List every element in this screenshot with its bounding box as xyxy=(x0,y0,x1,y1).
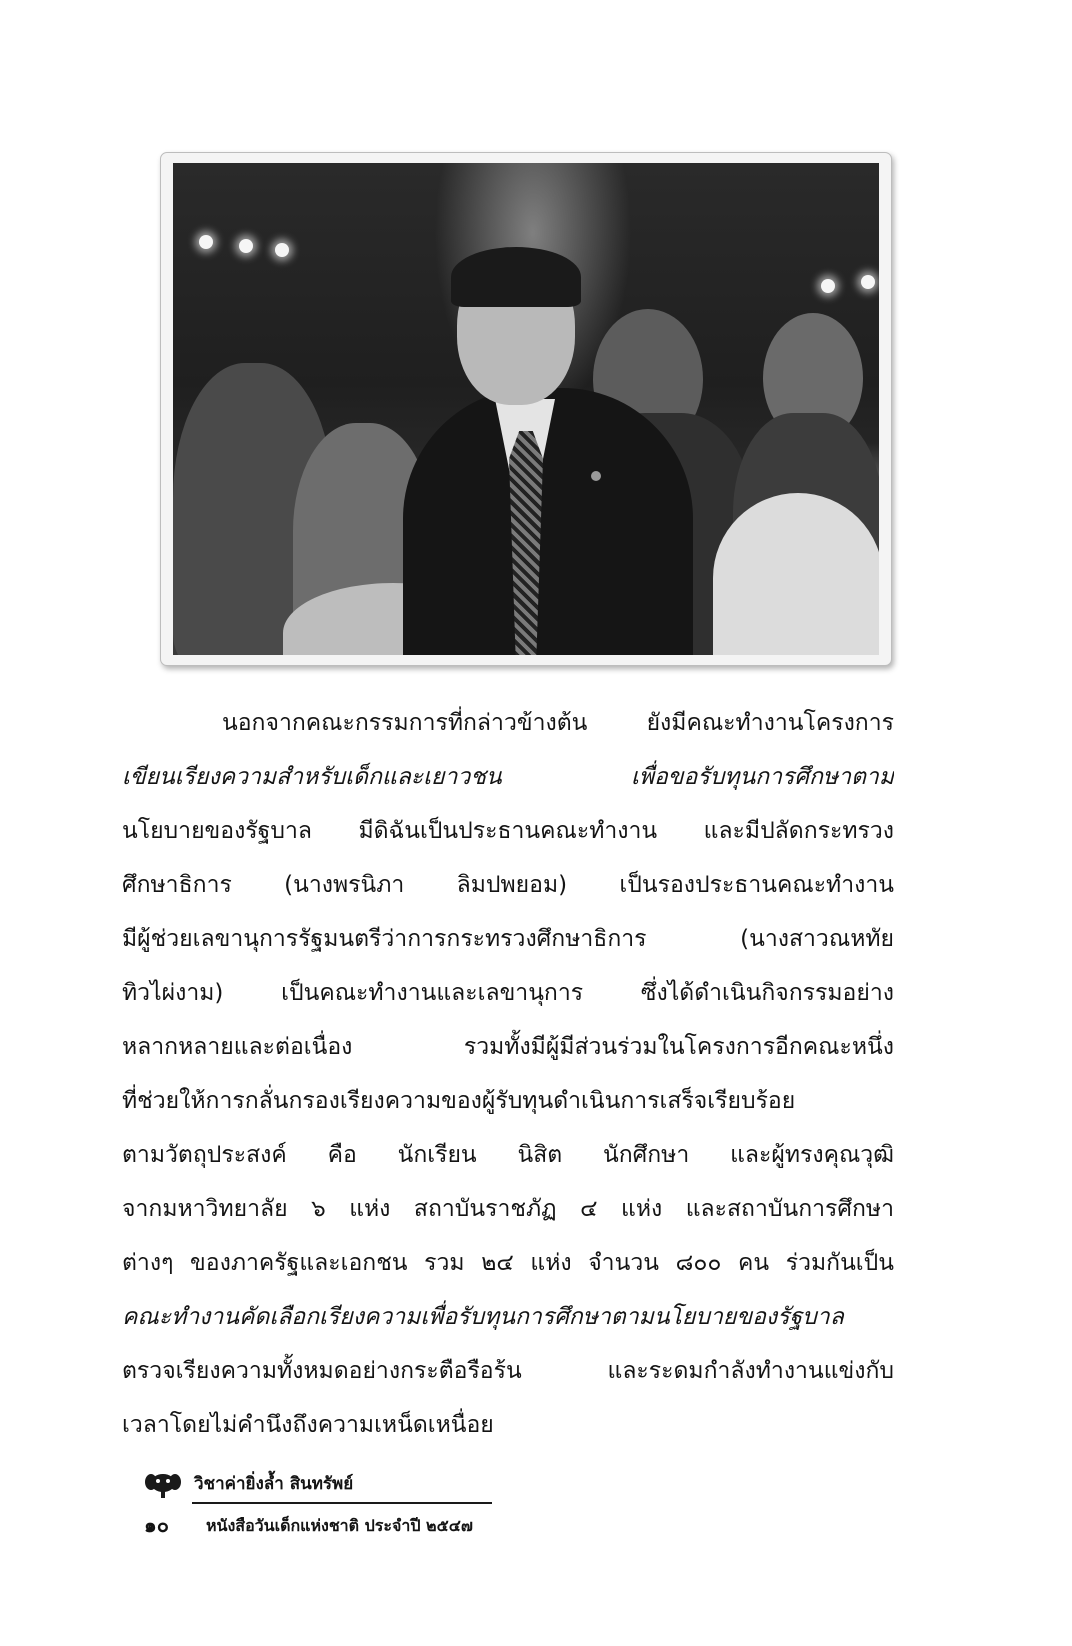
ceiling-light xyxy=(821,279,835,293)
paragraph-line: หลากหลายและต่อเนื่อง รวมทั้งมีผู้มีส่วนร่วมในโครงการอีกคณะหนึ่ง xyxy=(122,1034,894,1060)
footer-divider xyxy=(192,1502,492,1504)
paragraph-line: นอกจากคณะกรรมการที่กล่าวข้างต้น ยังมีคณะทำงานโครงการ xyxy=(222,710,894,736)
paragraph-line: จากมหาวิทยาลัย ๖ แห่ง สถาบันราชภัฏ ๔ แห่ง และสถาบันการศึกษา xyxy=(122,1196,894,1222)
page-number: ๑๐ xyxy=(144,1513,169,1537)
ceiling-light xyxy=(861,275,875,289)
paragraph-line: เวลาโดยไม่คำนึงถึงความเหน็ดเหนื่อย xyxy=(122,1412,494,1438)
seat-back xyxy=(713,493,879,655)
paragraph-line: ตรวจเรียงความทั้งหมดอย่างกระตือรือร้น และระดมกำลังทำงานแข่งกับ xyxy=(122,1358,894,1384)
paragraph-line: ทิวไผ่งาม) เป็นคณะทำงานและเลขานุการ ซึ่งได้ดำเนินกิจกรรมอย่าง xyxy=(122,980,894,1006)
paragraph-line: คณะทำงานคัดเลือกเรียงความเพื่อรับทุนการศึกษาตามนโยบายของรัฐบาล xyxy=(122,1304,844,1330)
ceiling-light xyxy=(275,243,289,257)
ceiling-light xyxy=(199,235,213,249)
paragraph-line: มีผู้ช่วยเลขานุการรัฐมนตรีว่าการกระทรวงศึกษาธิการ (นางสาวณหทัย xyxy=(122,926,894,952)
elephant-logo-icon xyxy=(144,1470,182,1500)
body-paragraph xyxy=(122,696,894,1452)
photograph xyxy=(173,163,879,655)
page-footer xyxy=(144,1462,644,1552)
paragraph-line: ศึกษาธิการ (นางพรนิภา ลิมปพยอม) เป็นรองประธานคณะทำงาน xyxy=(122,872,894,898)
footer-book-title: หนังสือวันเด็กแห่งชาติ ประจำปี ๒๕๔๗ xyxy=(206,1516,473,1535)
lapel-pin xyxy=(591,471,601,481)
footer-credit: วิชาค่ายิ่งล้ำ สินทรัพย์ xyxy=(194,1474,354,1494)
paragraph-line: นโยบายของรัฐบาล มีดิฉันเป็นประธานคณะทำงาน และมีปลัดกระทรวง xyxy=(122,818,894,844)
paragraph-line: ต่างๆ ของภาครัฐและเอกชน รวม ๒๔ แห่ง จำนวน ๘๐๐ คน ร่วมกันเป็น xyxy=(122,1250,894,1276)
paragraph-line: ที่ช่วยให้การกลั่นกรองเรียงความของผู้รับทุนดำเนินการเสร็จเรียบร้อย xyxy=(122,1088,796,1114)
main-person-hair xyxy=(451,247,581,307)
ceiling-light xyxy=(239,239,253,253)
paragraph-line: เขียนเรียงความสำหรับเด็กและเยาวชน เพื่อขอรับทุนการศึกษาตาม xyxy=(122,764,894,790)
paragraph-line: ตามวัตถุประสงค์ คือ นักเรียน นิสิต นักศึกษา และผู้ทรงคุณวุฒิ xyxy=(122,1142,894,1168)
photo-frame xyxy=(160,152,892,666)
